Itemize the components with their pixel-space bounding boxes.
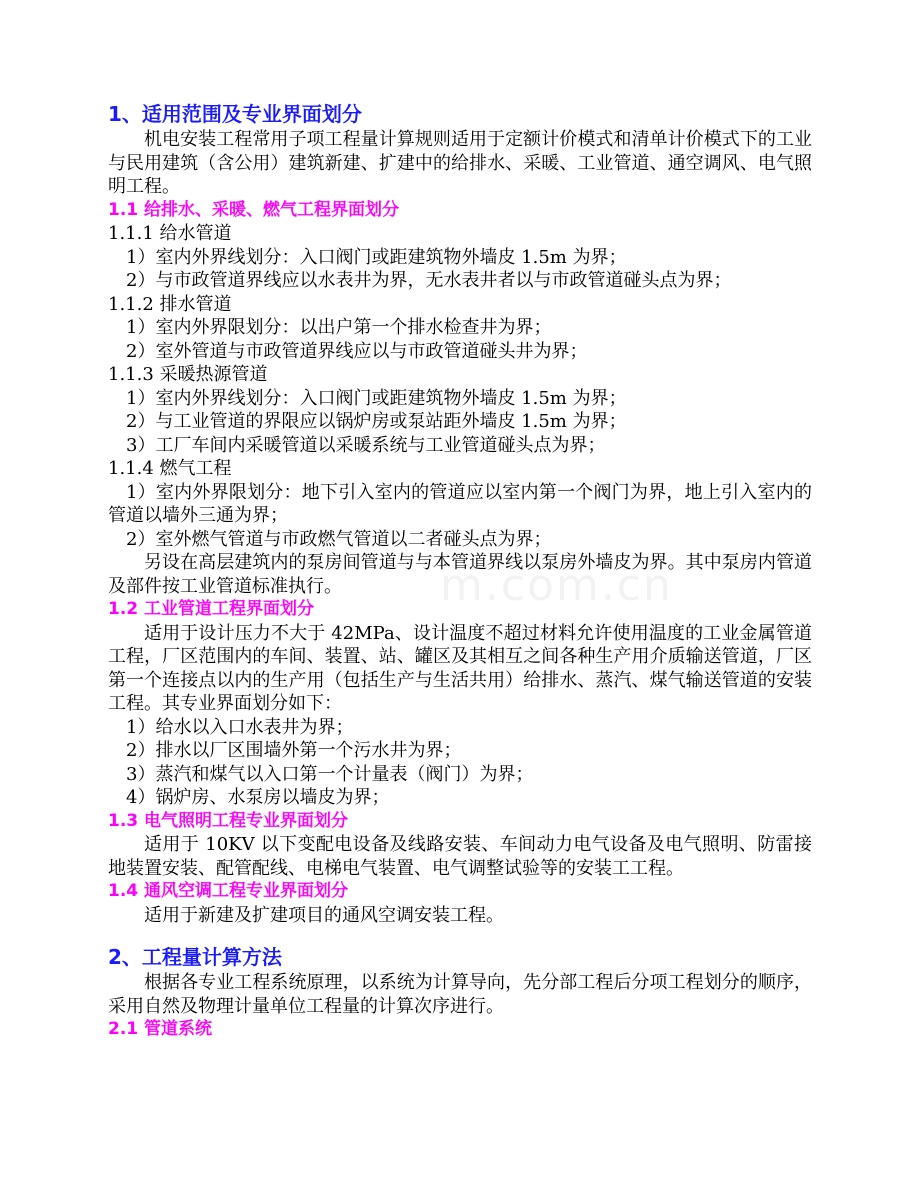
list-item: 2）室外管道与市政管道界线应以与市政管道碰头井为界； bbox=[126, 340, 588, 362]
list-item: 2）室外燃气管道与市政燃气管道以二者碰头点为界； bbox=[126, 528, 552, 550]
section-1-4-text: 适用于新建及扩建项目的通风空调安装工程。 bbox=[144, 904, 504, 926]
section-1-1-4-heading: 1.1.4 燃气工程 bbox=[108, 458, 232, 479]
section-2-heading: 2、工程量计算方法 bbox=[108, 945, 282, 969]
list-item: 2）与工业管道的界限应以锅炉房或泵站距外墙皮 1.5m 为界； bbox=[126, 411, 627, 432]
section-1-3-heading: 1.3 电气照明工程专业界面划分 bbox=[108, 810, 349, 831]
section-gap bbox=[108, 927, 812, 943]
section-2-1-heading: 2.1 管道系统 bbox=[108, 1019, 213, 1039]
section-1-2-heading: 1.2 工业管道工程界面划分 bbox=[108, 599, 315, 619]
section-1-2-intro: 适用于设计压力不大于 42MPa、设计温度不超过材料允许使用温度的工业金属管道工程，厂区范围内的车间、装置、站、罐区及其相互之间各种生产用介质输送管道，厂区第一个连接点以内的生产用（包括生产与生活共用）给排水、蒸汽、煤气输送管道的安装工程。其专业界面划分如下： bbox=[108, 622, 812, 714]
section-2-text: 根据各专业工程系统原理，以系统为计算导向，先分部工程后分项工程划分的顺序，采用自然及物理计量单位工程量的计算次序进行。 bbox=[108, 972, 812, 1017]
section-1-1-4-note: 另设在高层建筑内的泵房间管道与与本管道界线以泵房外墙皮为界。其中泵房内管道及部件按工业管道标准执行。 bbox=[108, 552, 812, 597]
list-item: 3）工厂车间内采暖管道以采暖系统与工业管道碰头点为界； bbox=[126, 434, 606, 456]
list-item: 3）蒸汽和煤气以入口第一个计量表（阀门）为界； bbox=[126, 763, 534, 785]
section-1-1-3-heading: 1.1.3 采暖热源管道 bbox=[108, 364, 268, 385]
list-item: 1）室内外界限划分：以出户第一个排水检查井为界； bbox=[126, 317, 552, 338]
section-1-4-heading: 1.4 通风空调工程专业界面划分 bbox=[108, 881, 349, 901]
section-1-intro: 机电安装工程常用子项工程量计算规则适用于定额计价模式和清单计价模式下的工业与民用建筑（含公用）建筑新建、扩建中的给排水、采暖、工业管道、通空调风、电气照明工程。 bbox=[108, 129, 812, 197]
section-1-3-text: 适用于 10KV 以下变配电设备及线路安装、车间动力电气设备及电气照明、防雷接地装置安装、配管配线、电梯电气装置、电气调整试验等的安装工工程。 bbox=[108, 834, 812, 879]
list-item: 1）给水以入口水表井为界； bbox=[126, 716, 354, 738]
list-item: 2）与市政管道界线应以水表井为界，无水表井者以与市政管道碰头点为界； bbox=[126, 270, 732, 291]
watermark: m.com.cn bbox=[440, 560, 673, 611]
list-item: 1）室内外界线划分：入口阀门或距建筑物外墙皮 1.5m 为界； bbox=[126, 246, 627, 268]
list-item: 1）室内外界线划分：入口阀门或距建筑物外墙皮 1.5m 为界； bbox=[126, 387, 627, 409]
list-item: 2）排水以厂区围墙外第一个污水井为界； bbox=[126, 740, 462, 761]
section-1-1-1-heading: 1.1.1 给水管道 bbox=[108, 223, 232, 244]
section-1-1-2-heading: 1.1.2 排水管道 bbox=[108, 293, 232, 315]
document-body bbox=[108, 100, 812, 1042]
list-item: 1）室内外界限划分：地下引入室内的管道应以室内第一个阀门为界，地上引入室内的管道以墙外三通为界； bbox=[108, 481, 812, 526]
section-1-1-heading: 1.1 给排水、采暖、燃气工程界面划分 bbox=[108, 199, 400, 220]
section-1-heading: 1、适用范围及专业界面划分 bbox=[108, 102, 362, 126]
list-item: 4）锅炉房、水泵房以墙皮为界； bbox=[126, 787, 390, 808]
